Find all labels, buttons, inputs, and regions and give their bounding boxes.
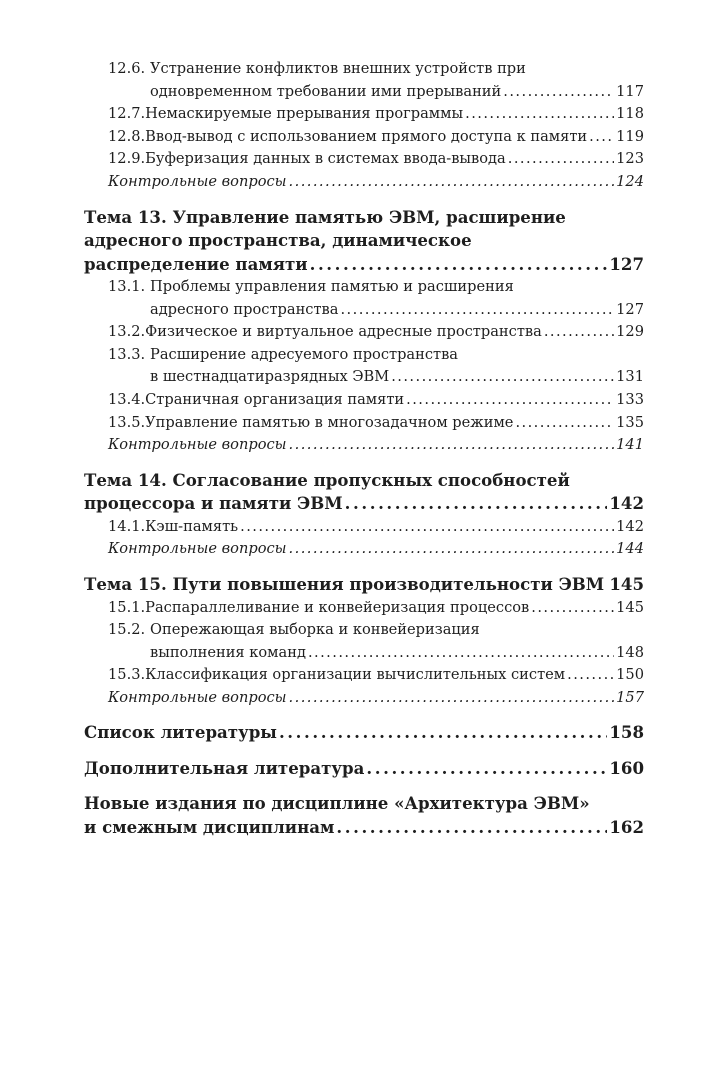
theme-title-cont: адресного пространства, динамическое xyxy=(84,230,472,251)
entry-number: 15.2. xyxy=(108,621,146,639)
entry-title: Страничная организация памяти xyxy=(145,391,405,409)
table-of-contents xyxy=(84,58,644,839)
toc-entry-15-1 xyxy=(108,597,644,620)
entry-title: Устранение конфликтов внешних устройств при xyxy=(150,60,526,77)
page-number: 124 xyxy=(616,172,644,190)
entry-title: Кэш-память xyxy=(145,517,239,535)
entry-number: 14.1. xyxy=(108,517,146,535)
page-number: 135 xyxy=(616,413,644,431)
toc-entry-13-3 xyxy=(108,344,644,389)
toc-entry-14-questions xyxy=(108,538,644,561)
entry-title: Контрольные вопросы xyxy=(108,540,287,558)
toc-entry-12-6 xyxy=(108,58,644,103)
page-number: 162 xyxy=(609,816,644,837)
page-number: 142 xyxy=(616,517,644,535)
toc-entry-15-2 xyxy=(108,619,644,664)
page-number: 145 xyxy=(616,598,644,616)
entry-number: 13.2. xyxy=(108,323,146,341)
entry-title: Ввод-вывод с использованием прямого доступа к памяти xyxy=(145,127,588,145)
entry-number: 12.7. xyxy=(108,105,146,123)
page-number: 127 xyxy=(609,253,644,274)
page-number: 119 xyxy=(616,127,644,145)
toc-entry-13-2 xyxy=(108,321,644,344)
entry-title: Буферизация данных в системах ввода-вывода xyxy=(145,150,506,168)
toc-entry-13-1 xyxy=(108,276,644,321)
page-number: 123 xyxy=(616,150,644,168)
toc-theme-13 xyxy=(84,206,644,277)
page-number: 150 xyxy=(616,666,644,684)
entry-title: Классификация организации вычислительных систем xyxy=(145,666,566,684)
theme-title: Новые издания по дисциплине «Архитектура ЭВМ» xyxy=(84,793,590,814)
entry-title-cont: одновременном требовании ими прерываний xyxy=(150,82,502,100)
theme-title: Дополнительная литература xyxy=(84,757,365,778)
page-number: 133 xyxy=(616,391,644,409)
page-number: 158 xyxy=(609,722,644,743)
entry-number: 13.5. xyxy=(108,413,146,431)
entry-number: 13.1. xyxy=(108,278,146,296)
toc-entry-12-9 xyxy=(108,148,644,171)
theme-title-cont: и смежным дисциплинам xyxy=(84,816,335,837)
toc-entry-13-4 xyxy=(108,389,644,412)
toc-entry-15-questions xyxy=(108,687,644,710)
toc-theme-14 xyxy=(84,469,644,516)
page-number: 142 xyxy=(609,493,644,514)
entry-number: 15.1. xyxy=(108,598,146,616)
entry-title: Управление памятью в многозадачном режиме xyxy=(145,413,514,431)
toc-entry-12-7 xyxy=(108,103,644,126)
theme-title: Тема 13. Управление памятью ЭВМ, расширение xyxy=(84,206,566,227)
page-number: 118 xyxy=(616,105,644,123)
toc-entry-14-1 xyxy=(108,516,644,539)
page-number: 131 xyxy=(616,368,644,386)
page-number: 160 xyxy=(609,757,644,778)
entry-title: Опережающая выборка и конвейеризация xyxy=(150,621,480,639)
entry-title: Физическое и виртуальное адресные пространства xyxy=(145,323,542,341)
page-number: 117 xyxy=(616,82,644,100)
toc-entry-13-questions xyxy=(108,434,644,457)
entry-title: Немаскируемые прерывания программы xyxy=(145,105,464,123)
entry-title: Расширение адресуемого пространства xyxy=(150,345,459,363)
toc-additional-references xyxy=(84,757,644,781)
entry-number: 12.6. xyxy=(108,60,146,77)
entry-title: Распараллеливание и конвейеризация процессов xyxy=(145,598,530,616)
entry-title-cont: в шестнадцатиразрядных ЭВМ xyxy=(150,368,390,386)
entry-title: Контрольные вопросы xyxy=(108,172,287,190)
page-number: 141 xyxy=(616,436,644,454)
toc-entry-12-questions xyxy=(108,171,644,194)
page-number: 144 xyxy=(616,540,644,558)
entry-title-cont: выполнения команд xyxy=(150,643,306,661)
entry-number: 12.9. xyxy=(108,150,146,168)
toc-theme-15 xyxy=(84,573,644,597)
entry-title: Контрольные вопросы xyxy=(108,436,287,454)
page-number: 127 xyxy=(616,300,644,318)
entry-title: Контрольные вопросы xyxy=(108,688,287,706)
theme-title-cont: процессора и памяти ЭВМ xyxy=(84,493,343,514)
entry-number: 13.4. xyxy=(108,391,146,409)
entry-number: 13.3. xyxy=(108,345,146,363)
entry-title-cont: адресного пространства xyxy=(150,300,339,318)
theme-title: Список литературы xyxy=(84,722,277,743)
page-number: 129 xyxy=(616,323,644,341)
toc-entry-15-3 xyxy=(108,664,644,687)
theme-title: Тема 14. Согласование пропускных способностей xyxy=(84,469,570,490)
toc-entry-13-5 xyxy=(108,412,644,435)
entry-title: Проблемы управления памятью и расширения xyxy=(150,278,514,296)
page-number: 148 xyxy=(616,643,644,661)
toc-references xyxy=(84,721,644,745)
toc-new-editions xyxy=(84,792,644,839)
theme-title-cont: распределение памяти xyxy=(84,253,308,274)
entry-number: 12.8. xyxy=(108,127,146,145)
theme-title: Тема 15. Пути повышения производительности ЭВМ xyxy=(84,574,605,594)
page-number: 157 xyxy=(616,688,644,706)
entry-number: 15.3. xyxy=(108,666,146,684)
page-number: 145 xyxy=(609,574,644,594)
toc-entry-12-8 xyxy=(108,126,644,149)
